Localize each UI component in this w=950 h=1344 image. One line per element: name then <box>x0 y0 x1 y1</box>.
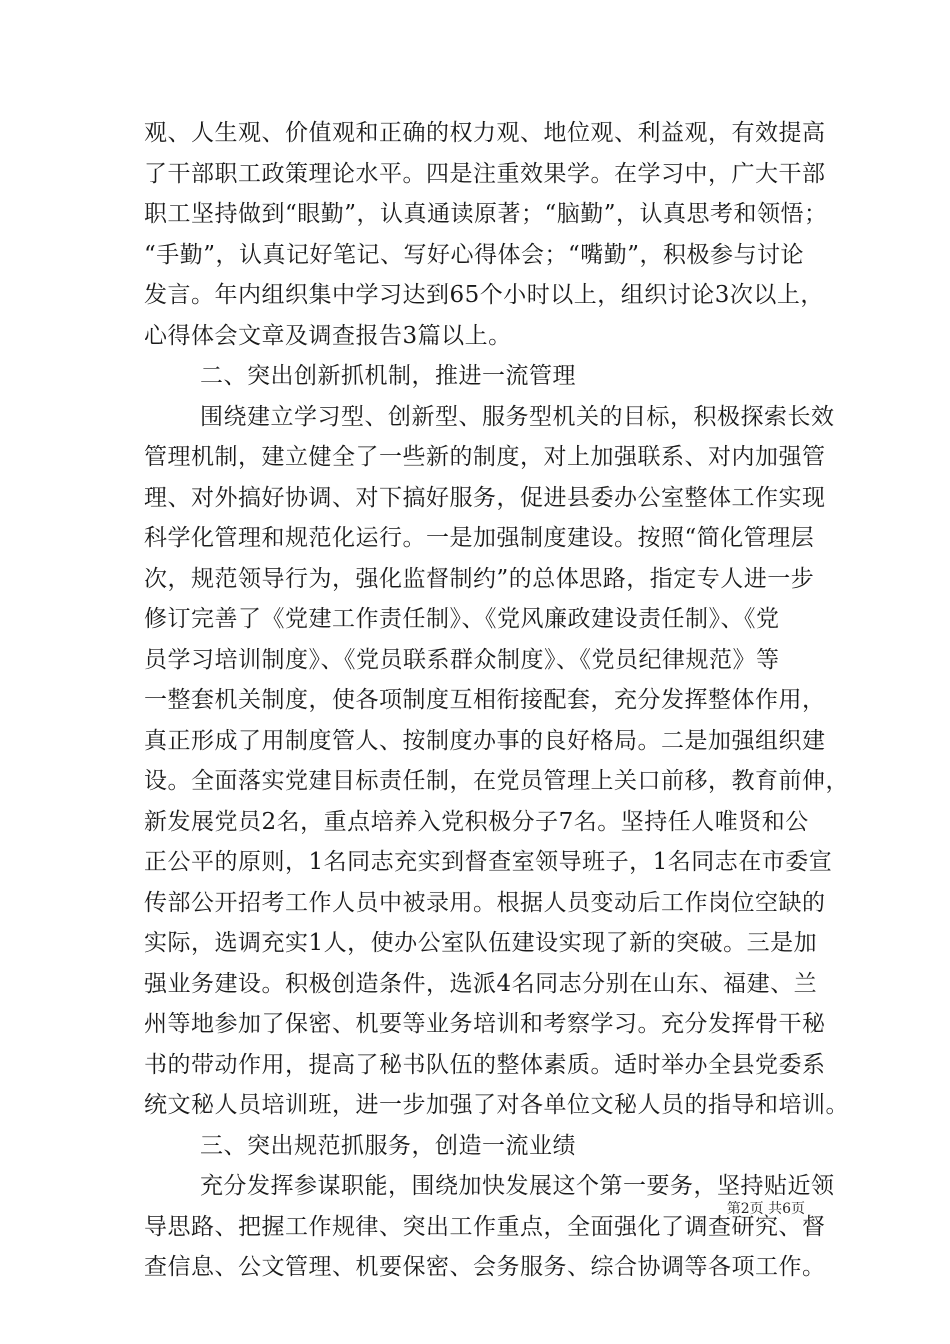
text-line: 书的带动作用，提高了秘书队伍的整体素质。适时举办全县党委系 <box>144 1051 826 1078</box>
text-line: 修订完善了《党建工作责任制》、《党风廉政建设责任制》、《党 <box>144 606 780 632</box>
text-line: 心得体会文章及调查报告3篇以上。 <box>144 322 512 349</box>
text-line: 发言。年内组织集中学习达到65个小时以上，组织讨论3次以上， <box>144 282 824 308</box>
text-line: 正公平的原则，1名同志充实到督查室领导班子，1名同志在市委宣 <box>144 849 833 875</box>
text-line: “手勤”，认真记好笔记、写好心得体会；“嘴勤”，积极参与讨论 <box>144 241 805 268</box>
text-line: 实际，选调充实1人，使办公室队伍建设实现了新的突破。三是加 <box>144 930 818 956</box>
text-line: 查信息、公文管理、机要保密、会务服务、综合协调等各项工作。 <box>144 1254 826 1280</box>
text-line: 围绕建立学习型、创新型、服务型机关的目标，积极探索长效 <box>200 403 835 430</box>
text-line: 真正形成了用制度管人、按制度办事的良好格局。二是加强组织建 <box>144 727 826 754</box>
text-line: 强业务建设。积极创造条件，选派4名同志分别在山东、福建、兰 <box>144 970 818 997</box>
text-line: 了干部职工政策理论水平。四是注重效果学。在学习中，广大干部 <box>144 160 826 187</box>
text-line: 三、突出规范抓服务，创造一流业绩 <box>200 1132 576 1159</box>
page-number: 第2页 共6页 <box>726 1201 805 1217</box>
text-line: 二、突出创新抓机制，推进一流管理 <box>200 363 576 389</box>
text-line: 管理机制，建立健全了一些新的制度，对上加强联系、对内加强管 <box>144 444 826 470</box>
text-line: 理、对外搞好协调、对下搞好服务，促进县委办公室整体工作实现 <box>144 484 826 511</box>
text-line: 设。全面落实党建目标责任制，在党员管理上关口前移，教育前伸， <box>144 768 849 794</box>
text-line: 传部公开招考工作人员中被录用。根据人员变动后工作岗位空缺的 <box>144 889 826 916</box>
text-line: 一整套机关制度，使各项制度互相衔接配套，充分发挥整体作用， <box>144 687 826 713</box>
text-line: 科学化管理和规范化运行。一是加强制度建设。按照“简化管理层 <box>144 525 815 551</box>
text-line: 州等地参加了保密、机要等业务培训和考察学习。充分发挥骨干秘 <box>144 1011 826 1037</box>
text-line: 次，规范领导行为，强化监督制约”的总体思路，指定专人进一步 <box>144 565 815 592</box>
text-line: 新发展党员2名，重点培养入党积极分子7名。坚持任人唯贤和公 <box>144 808 809 835</box>
text-line: 导思路、把握工作规律、突出工作重点，全面强化了调查研究、督 <box>144 1213 826 1240</box>
text-line: 职工坚持做到“眼勤”，认真通读原著；“脑勤”，认真思考和领悟； <box>144 201 828 227</box>
text-line: 充分发挥参谋职能，围绕加快发展这个第一要务，坚持贴近领 <box>200 1173 835 1199</box>
text-line: 统文秘人员培训班，进一步加强了对各单位文秘人员的指导和培训。 <box>144 1092 849 1118</box>
text-line: 员学习培训制度》、《党员联系群众制度》、《党员纪律规范》等 <box>144 646 780 673</box>
document-body <box>144 113 849 1288</box>
text-line: 观、人生观、价值观和正确的权力观、地位观、利益观，有效提高 <box>144 120 826 146</box>
